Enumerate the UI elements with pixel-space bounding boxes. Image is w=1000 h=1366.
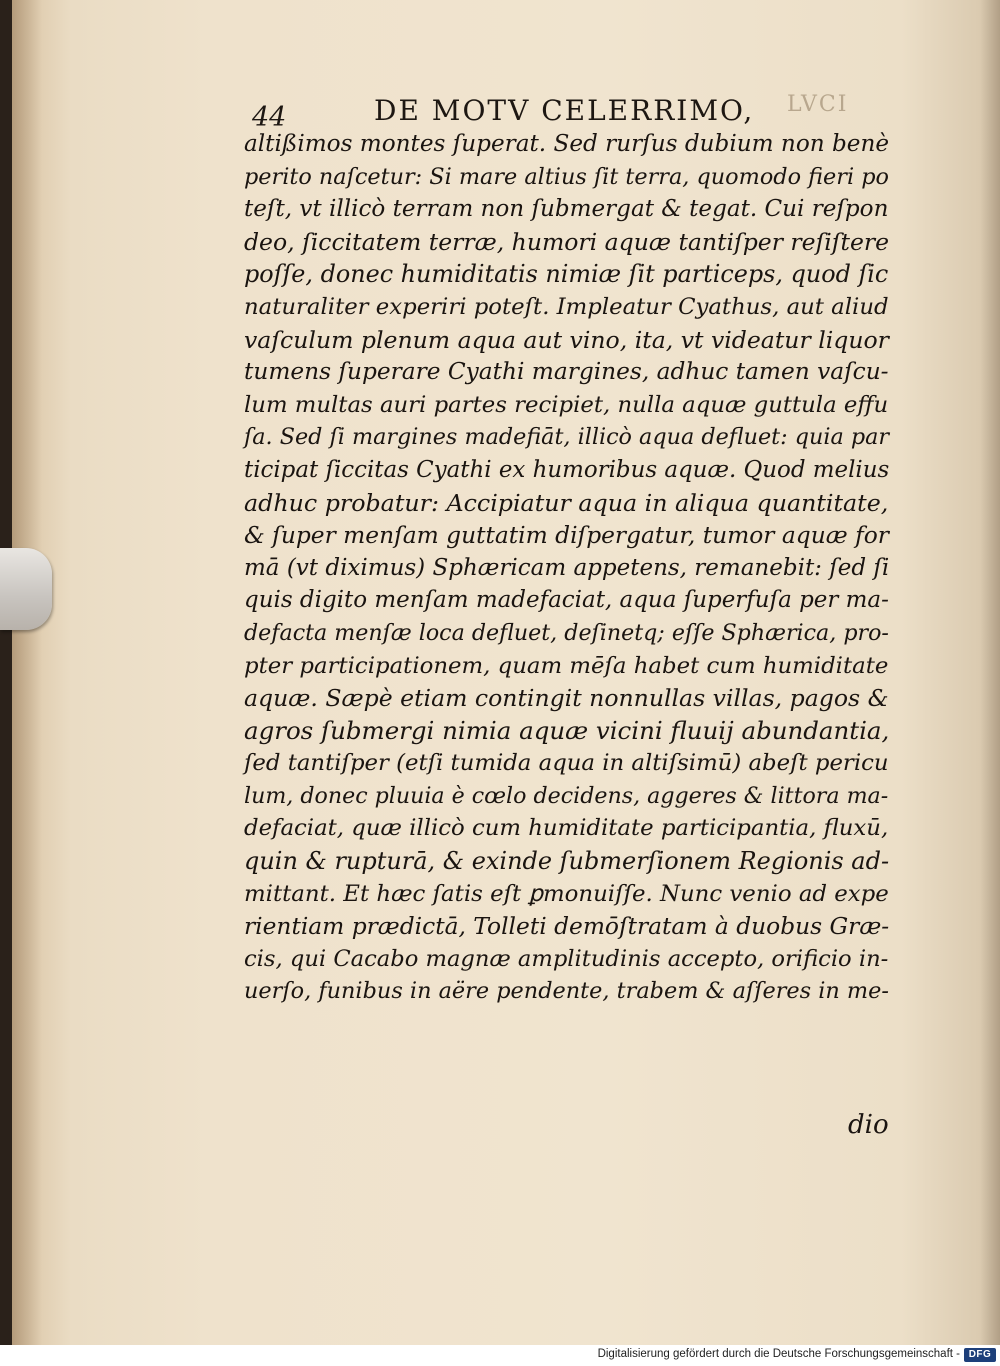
text-line: ſed tantiſper (etſi tumida aqua in altiſsimū) abeſt pericu <box>244 750 889 777</box>
text-line: quin & rupturā, & exinde ſubmerſionem Regionis ad- <box>244 847 890 876</box>
text-line: cis, qui Cacabo magnæ amplitudinis accepto, orificio in- <box>244 945 889 972</box>
text-line: defacta menſæ loca defluet, deſinetq; eſſe Sphærica, pro- <box>244 619 889 646</box>
text-line: uerſo, funibus in aëre pendente, trabem & aſſeres in me- <box>244 978 889 1005</box>
text-line: vaſculum plenum aqua aut vino, ita, vt videatur liquor <box>244 325 889 354</box>
text-line: rientiam prædictā, Tolleti demōſtratam à duobus Græ- <box>244 912 890 941</box>
text-line: perito naſcetur: Si mare altius ſit terra, quomodo fieri po <box>244 163 889 190</box>
text-line: defaciat, quæ illicò cum humiditate participantia, fluxū, <box>244 815 889 842</box>
text-line: adhuc probatur: Accipiatur aqua in aliqua quantitate, <box>244 488 889 517</box>
catchword: dio <box>848 1110 889 1140</box>
text-line: naturaliter experiri poteſt. Impleatur Cyathus, aut aliud <box>244 293 889 320</box>
dfg-logo-icon: DFG <box>964 1348 996 1362</box>
text-line: aquæ. Sæpè etiam contingit nonnullas villas, pagos & <box>244 684 889 713</box>
running-head: DE MOTV CELERRIMO, <box>374 94 755 127</box>
text-line: deo, ſiccitatem terræ, humori aquæ tantiſper reſiſtere <box>244 227 890 256</box>
body-text <box>244 128 890 1008</box>
digitization-footer <box>0 1345 1000 1366</box>
text-line: poſſe, donec humiditatis nimiæ ſit particeps, quod ſic <box>244 260 889 289</box>
book-page <box>12 0 1000 1345</box>
text-line: & ſuper menſam guttatim diſpergatur, tumor aquæ for <box>244 521 889 550</box>
footer-credit: Digitalisierung gefördert durch die Deutsche Forschungsgemeinschaft - <box>597 1348 960 1360</box>
text-line: mā (vt diximus) Sphæricam appetens, remanebit: ſed ſi <box>244 554 890 581</box>
text-line: agros ſubmergi nimia aquæ vicini fluuij abundantia, <box>244 715 890 745</box>
text-line: teſt, vt illicò terram non ſubmergat & tegat. Cui reſpon <box>244 196 889 223</box>
text-line: ſa. Sed ſi margines madefiāt, illicò aqua defluet: quia par <box>244 424 890 451</box>
text-line: ticipat ſiccitas Cyathi ex humoribus aquæ. Quod melius <box>244 456 890 483</box>
text-line: lum multas auri partes recipiet, nulla aquæ guttula effu <box>244 391 889 418</box>
page-tab-marker <box>0 548 52 630</box>
text-line: lum, donec pluuia è cœlo decidens, aggeres & littora ma- <box>244 782 889 809</box>
text-line: pter participationem, quam mēſa habet cum humiditate <box>244 652 889 679</box>
text-line: altißimos montes ſuperat. Sed rurſus dubium non benè <box>244 131 890 157</box>
text-line: quis digito menſam madefaciat, aqua ſuperfuſa per ma- <box>244 587 889 614</box>
bleed-through-text: LVCI <box>787 92 849 117</box>
text-line: tumens ſuperare Cyathi margines, adhuc tamen vaſcu- <box>244 358 889 386</box>
text-line: mittant. Et hæc ſatis eſt ꝑmonuiſſe. Nunc venio ad expe <box>244 880 889 907</box>
page-number: 44 <box>252 102 287 133</box>
